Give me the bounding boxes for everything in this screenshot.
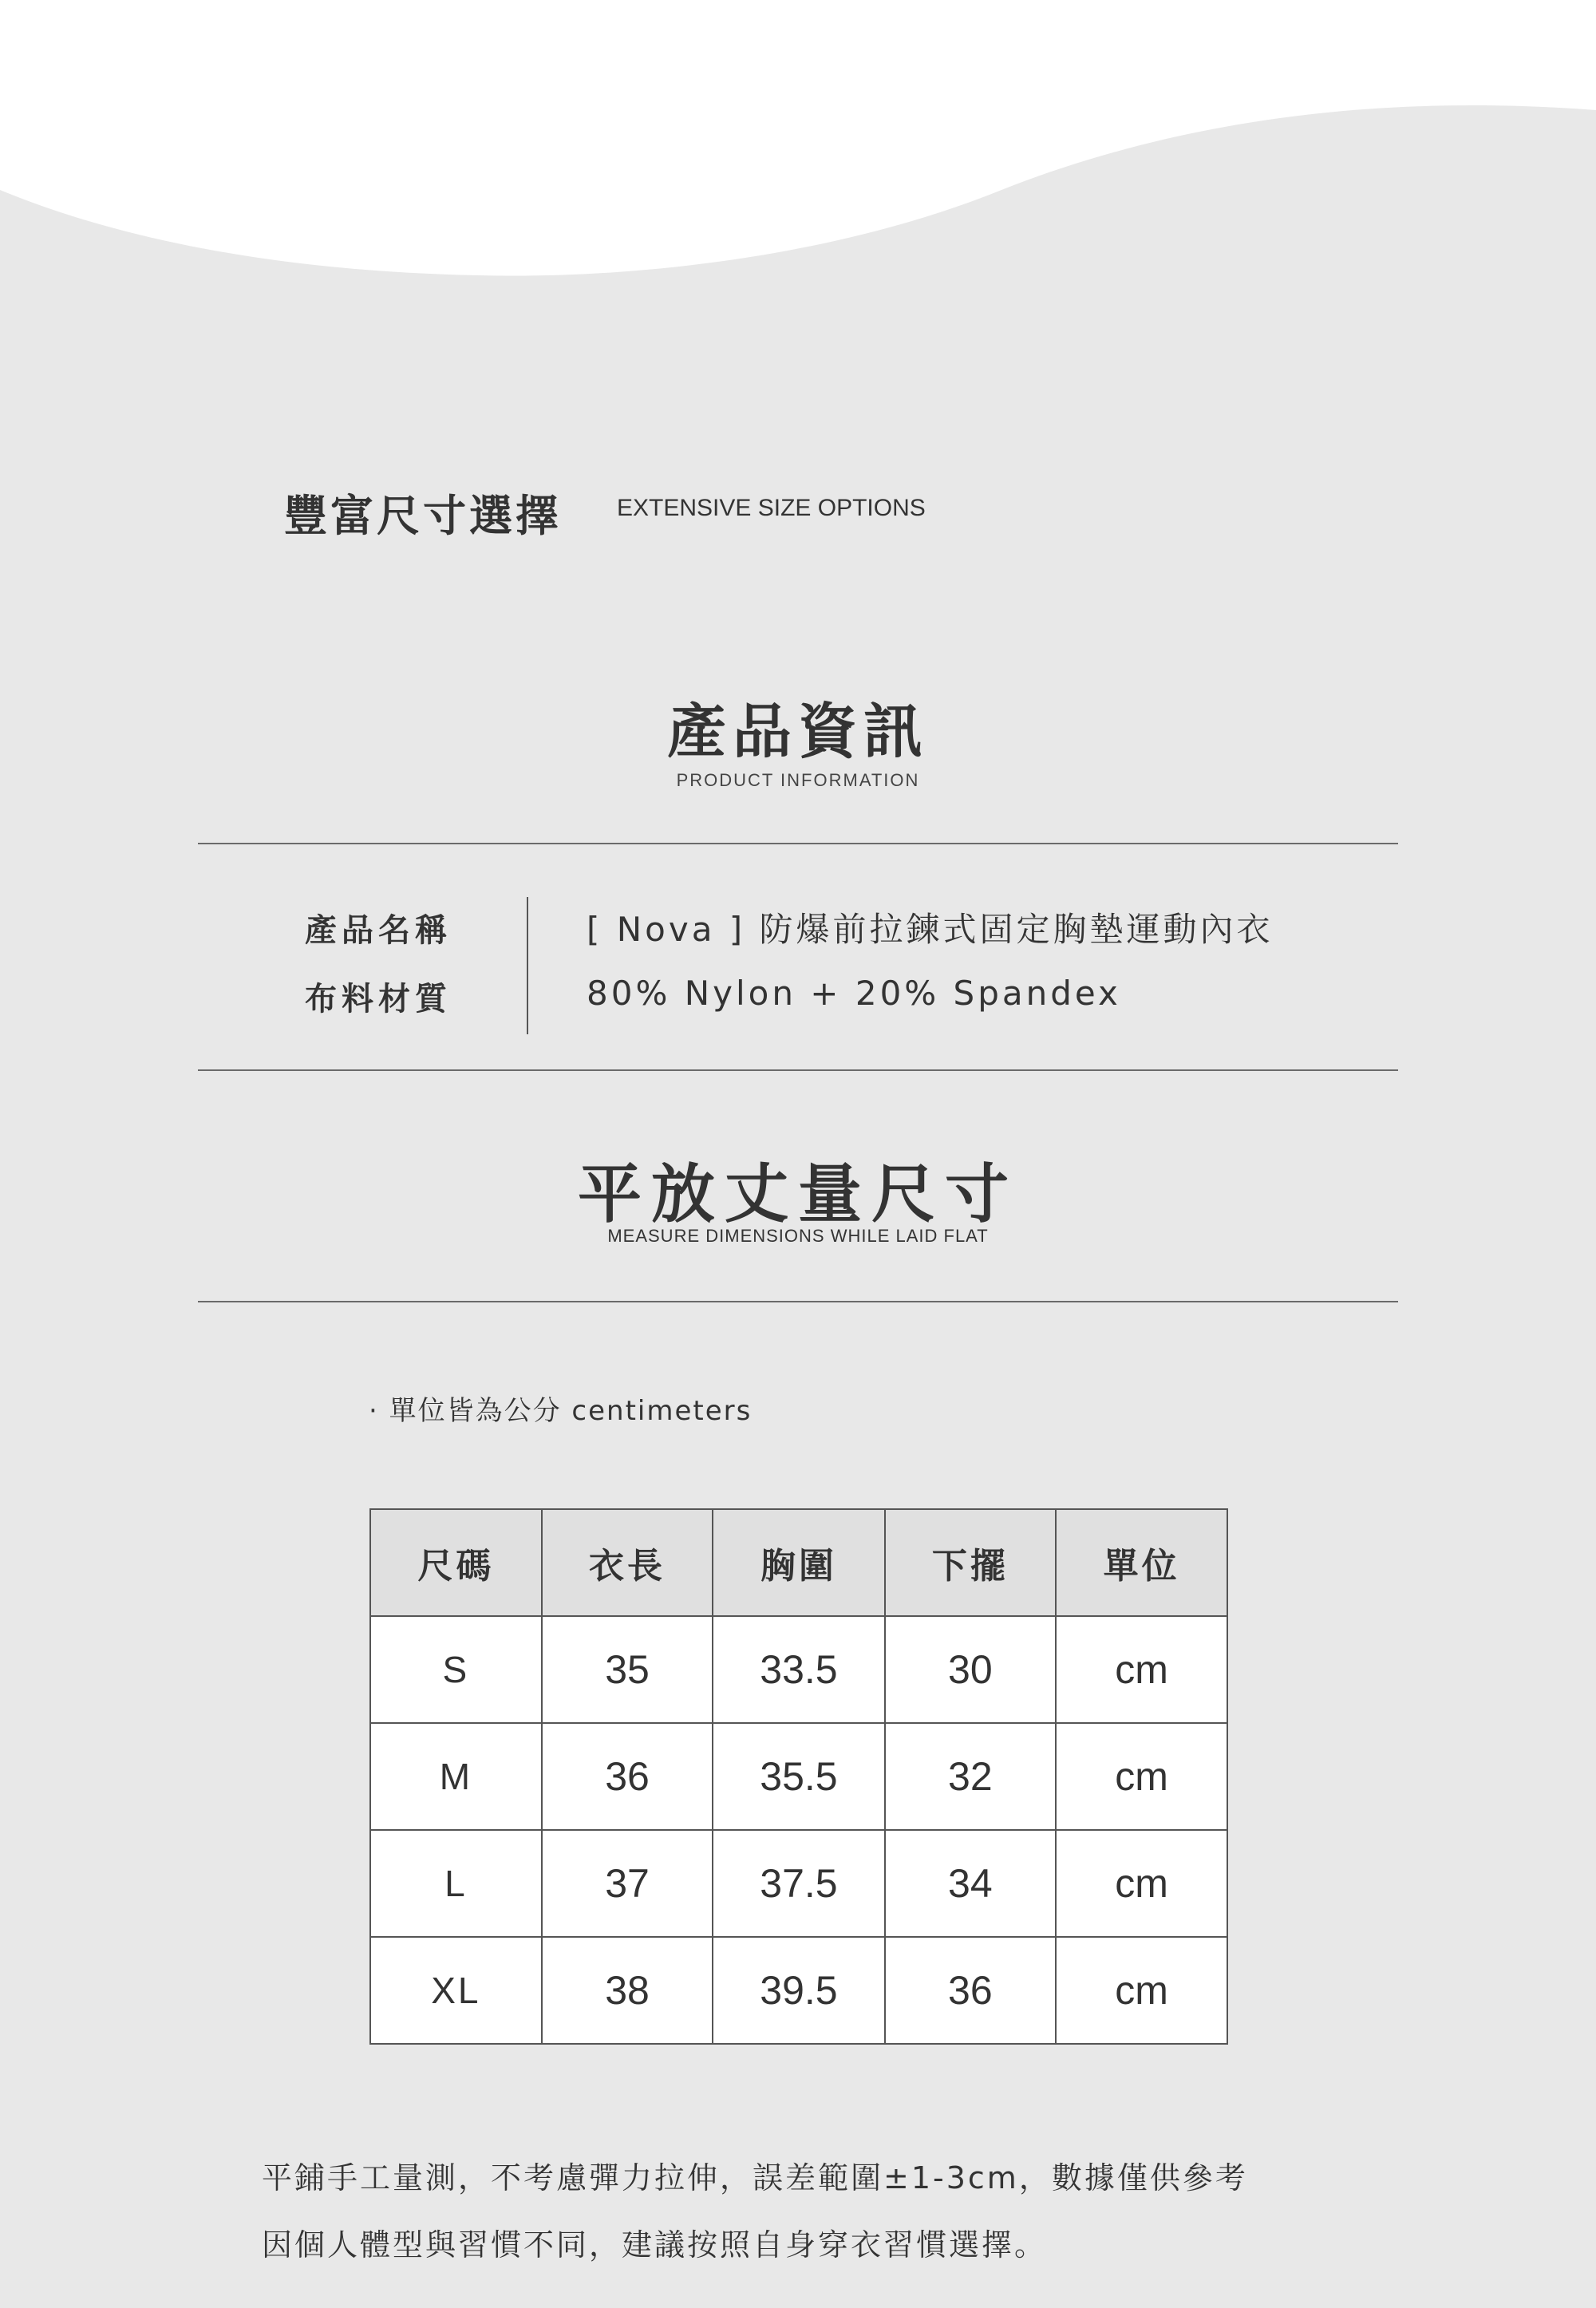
- divider: [198, 1069, 1398, 1071]
- fabric-label: 布料材質: [305, 981, 452, 1018]
- header-length: 衣長: [542, 1509, 713, 1616]
- footnote-line-2: 因個人體型與習慣不同，建議按照自身穿衣習慣選擇。: [262, 2227, 1048, 2263]
- cell-size: S: [370, 1616, 542, 1723]
- section-heading-en: EXTENSIVE SIZE OPTIONS: [617, 495, 926, 521]
- measure-title: 平放丈量尺寸: [578, 1157, 1018, 1231]
- cell-hem: 32: [885, 1723, 1057, 1830]
- header-hem: 下擺: [885, 1509, 1057, 1616]
- cell-unit: cm: [1056, 1937, 1227, 2044]
- measure-subtitle: MEASURE DIMENSIONS WHILE LAID FLAT: [607, 1226, 989, 1246]
- cell-unit: cm: [1056, 1616, 1227, 1723]
- cell-hem: 36: [885, 1937, 1057, 2044]
- header-size: 尺碼: [370, 1509, 542, 1616]
- fabric-value: 80% Nylon + 20% Spandex: [587, 974, 1121, 1013]
- top-wave-decoration: [0, 0, 1596, 287]
- header-bust: 胸圍: [713, 1509, 884, 1616]
- size-table: [369, 1508, 1228, 2045]
- header-unit: 單位: [1056, 1509, 1227, 1616]
- vertical-divider: [527, 897, 528, 1034]
- cell-unit: cm: [1056, 1723, 1227, 1830]
- cell-bust: 39.5: [713, 1937, 884, 2044]
- table-row: [370, 1937, 1227, 2044]
- cell-hem: 30: [885, 1616, 1057, 1723]
- table-row: [370, 1616, 1227, 1723]
- table-header-row: [370, 1509, 1227, 1616]
- divider: [198, 843, 1398, 844]
- table-row: [370, 1723, 1227, 1830]
- cell-bust: 33.5: [713, 1616, 884, 1723]
- cell-length: 35: [542, 1616, 713, 1723]
- cell-length: 37: [542, 1830, 713, 1937]
- unit-note: · 單位皆為公分 centimeters: [369, 1395, 753, 1427]
- cell-unit: cm: [1056, 1830, 1227, 1937]
- cell-length: 36: [542, 1723, 713, 1830]
- section-heading-cn: 豐富尺寸選擇: [284, 491, 562, 541]
- product-name-value: [ Nova ] 防爆前拉鍊式固定胸墊運動內衣: [587, 910, 1274, 949]
- cell-bust: 37.5: [713, 1830, 884, 1937]
- cell-length: 38: [542, 1937, 713, 2044]
- cell-size: M: [370, 1723, 542, 1830]
- cell-bust: 35.5: [713, 1723, 884, 1830]
- cell-size: XL: [370, 1937, 542, 2044]
- table-row: [370, 1830, 1227, 1937]
- cell-hem: 34: [885, 1830, 1057, 1937]
- divider: [198, 1301, 1398, 1302]
- product-info-title: 產品資訊: [667, 698, 929, 766]
- product-name-label: 產品名稱: [305, 912, 452, 949]
- product-info-subtitle: PRODUCT INFORMATION: [676, 770, 920, 790]
- footnote-line-1: 平鋪手工量測，不考慮彈力拉伸，誤差範圍±1-3cm，數據僅供參考: [262, 2160, 1248, 2195]
- cell-size: L: [370, 1830, 542, 1937]
